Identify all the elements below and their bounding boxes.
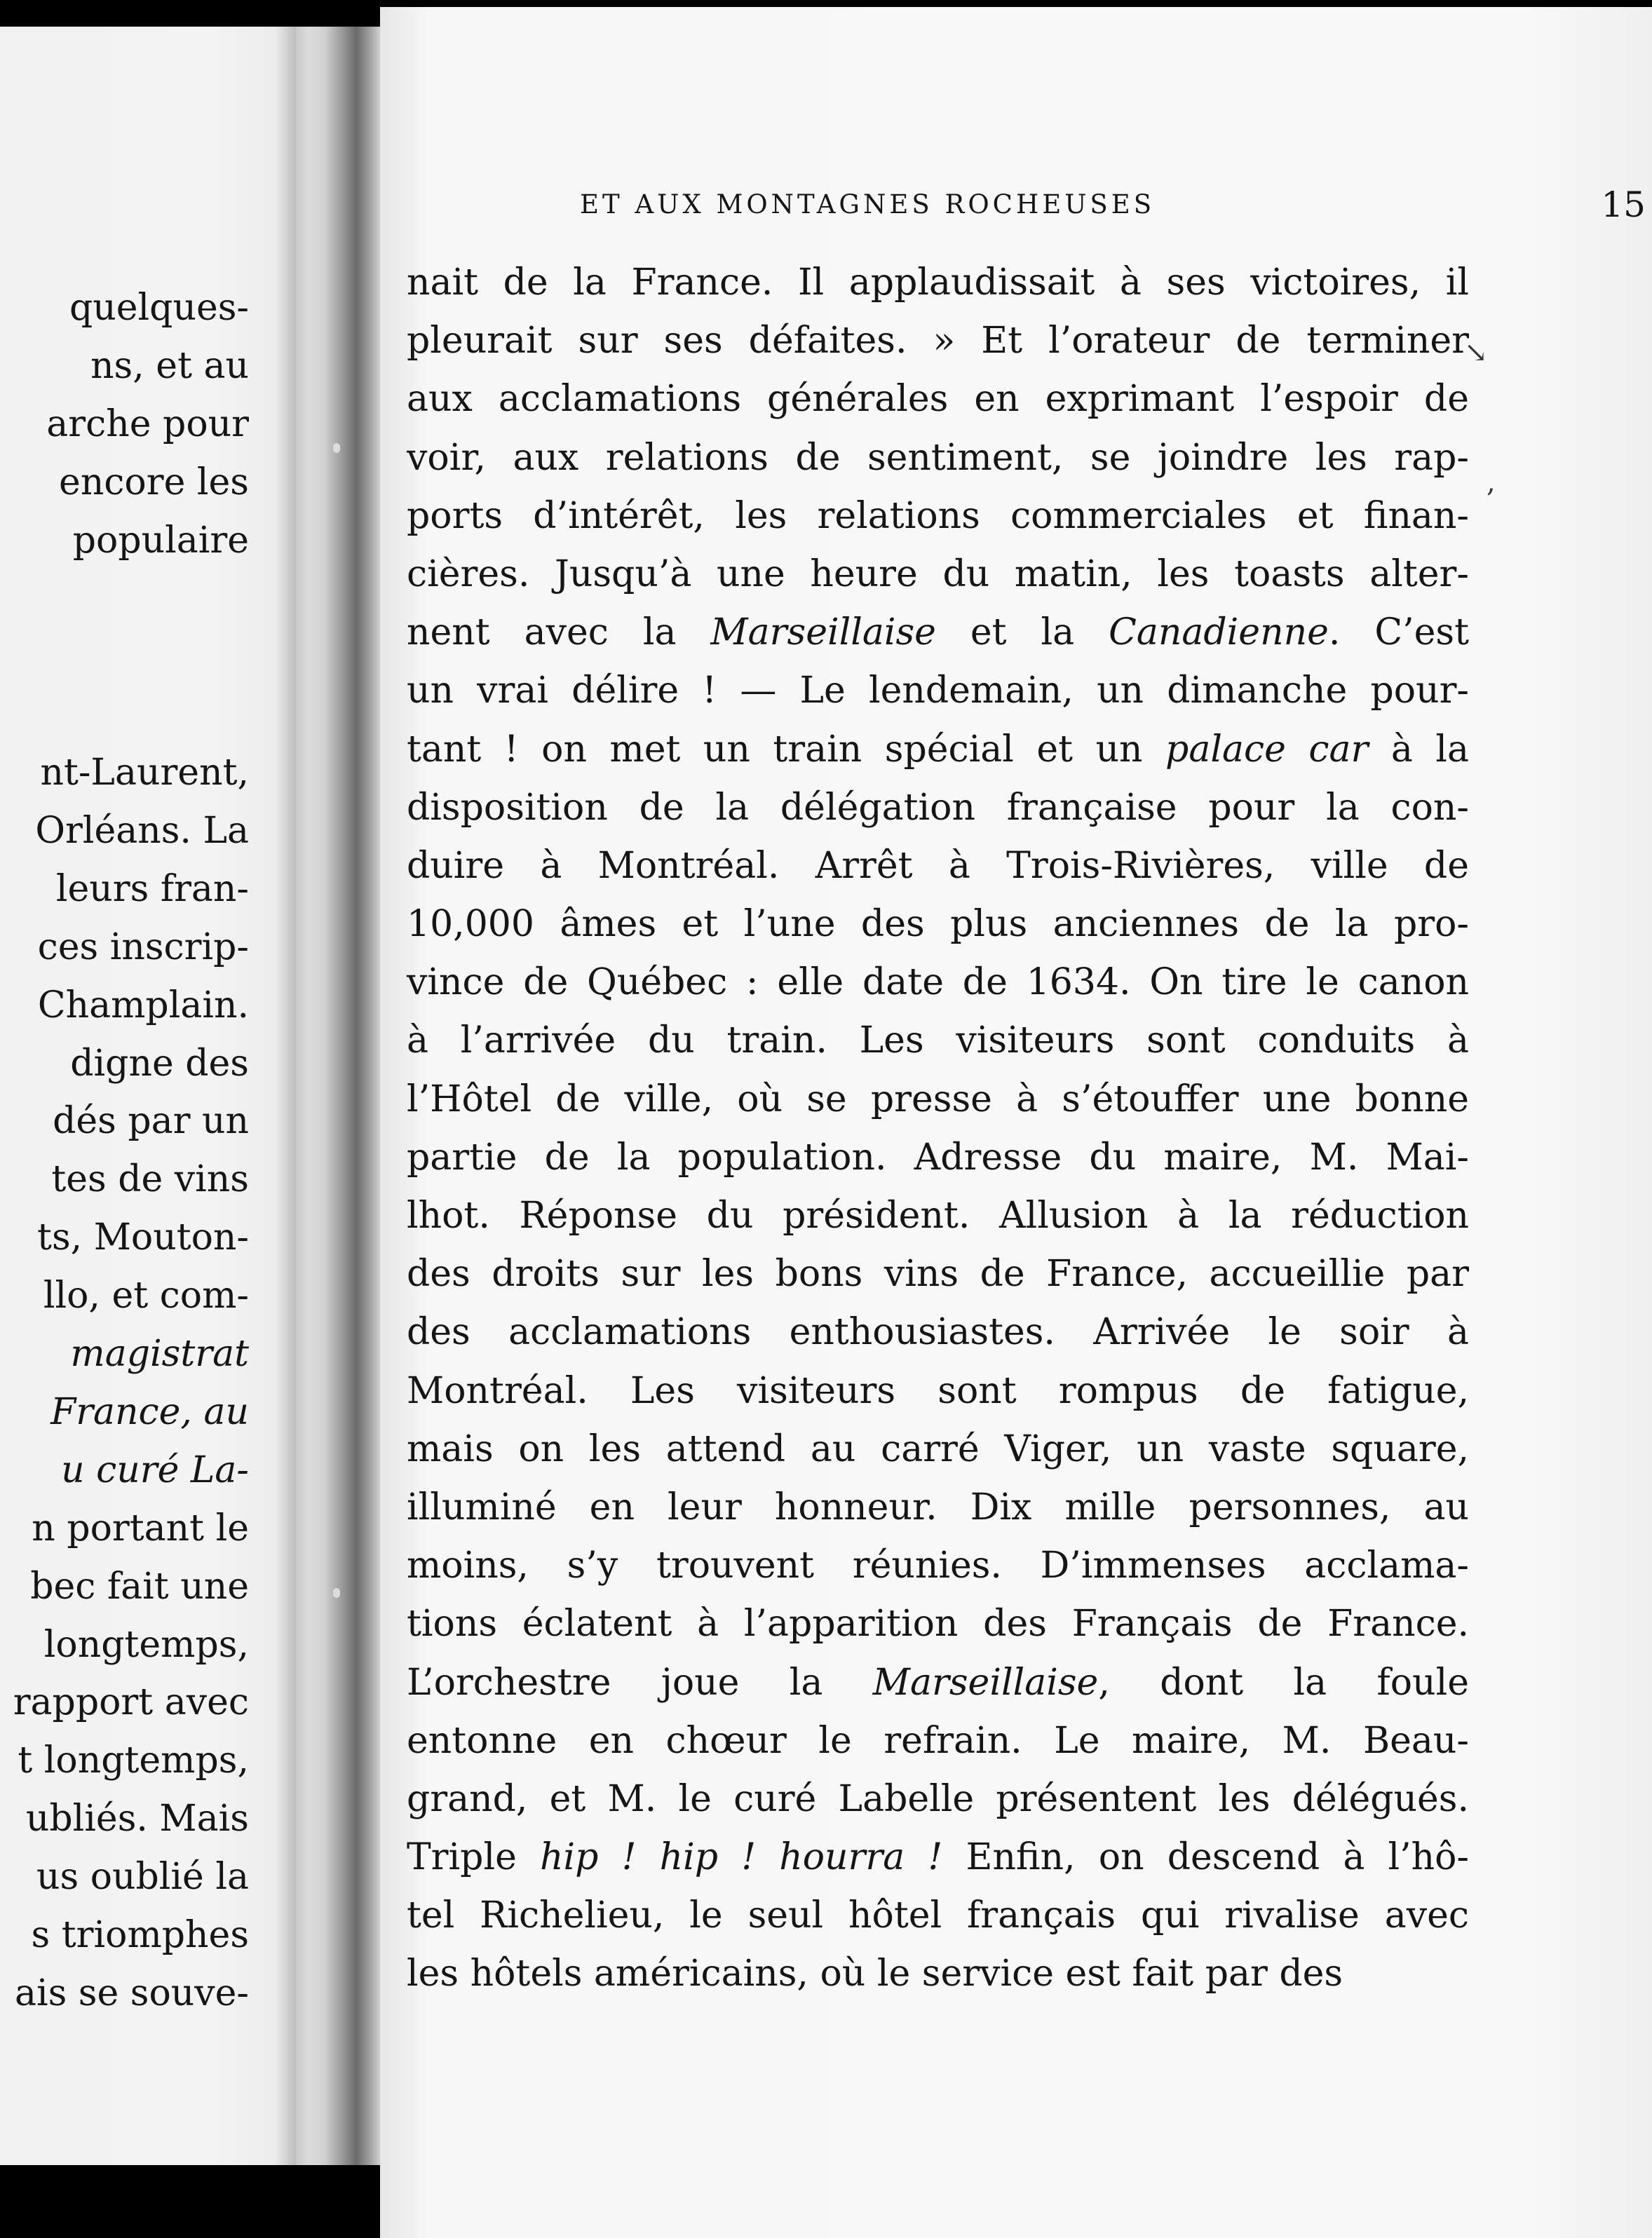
text-segment: Enfin, on descend à l’hô- bbox=[942, 1836, 1470, 1879]
body-text bbox=[407, 254, 1469, 2004]
text-line bbox=[407, 1829, 1469, 1887]
text-line bbox=[407, 954, 1469, 1012]
left-page-line: France, au bbox=[50, 1390, 249, 1433]
left-page-line: dés par un bbox=[53, 1100, 249, 1143]
text-line bbox=[407, 1420, 1469, 1479]
text-segment: et la bbox=[935, 611, 1109, 654]
text-line bbox=[407, 1245, 1469, 1303]
left-page-line: u curé La- bbox=[61, 1449, 249, 1491]
text-line bbox=[407, 1654, 1469, 1712]
text-line bbox=[407, 779, 1469, 837]
text-segment: Montréal. Les visiteurs sont rompus de fatigue, bbox=[407, 1369, 1469, 1412]
text-line bbox=[407, 1945, 1469, 2003]
left-page-line: ns, et au bbox=[90, 344, 249, 387]
left-page-line: tes de vins bbox=[51, 1158, 249, 1201]
left-page-line: us oublié la bbox=[36, 1856, 249, 1899]
text-segment: pleurait sur ses défaites. » Et l’orateur de terminer bbox=[407, 320, 1469, 362]
left-page-line: bec fait une bbox=[30, 1565, 249, 1608]
left-page-line: ubliés. Mais bbox=[25, 1798, 249, 1840]
text-segment: vince de Québec : elle date de 1634. On tire le canon bbox=[407, 961, 1469, 1004]
text-line bbox=[407, 254, 1469, 312]
book-spine bbox=[296, 27, 380, 2165]
right-page bbox=[380, 7, 1652, 2238]
page-number: 15 bbox=[1601, 184, 1646, 225]
text-segment: , dont la foule bbox=[1098, 1661, 1469, 1704]
italic-segment: hip ! hip ! hourra ! bbox=[540, 1836, 943, 1879]
left-page-text bbox=[0, 279, 249, 2023]
spine-speck bbox=[333, 443, 340, 453]
text-segment: entonne en chœur le refrain. Le maire, M. Beau- bbox=[407, 1719, 1469, 1762]
text-segment: un vrai délire ! — Le lendemain, un dimanche pour- bbox=[407, 670, 1469, 712]
text-segment: des droits sur les bons vins de France, accueillie par bbox=[407, 1253, 1469, 1296]
text-segment: partie de la population. Adresse du maire, M. Mai- bbox=[407, 1136, 1469, 1179]
running-head: ET AUX MONTAGNES ROCHEUSES bbox=[580, 189, 1156, 219]
text-line bbox=[407, 545, 1469, 604]
text-line bbox=[407, 1770, 1469, 1829]
italic-segment: palace car bbox=[1165, 728, 1369, 771]
text-segment: grand, et M. le curé Labelle présentent les délégués. bbox=[407, 1777, 1469, 1820]
left-page-line: encore les bbox=[59, 461, 249, 503]
text-line bbox=[407, 1479, 1469, 1537]
text-segment: tions éclatent à l’apparition des Français de France. bbox=[407, 1603, 1469, 1646]
text-segment: mais on les attend au carré Viger, un vaste square, bbox=[407, 1427, 1469, 1470]
text-line bbox=[407, 604, 1469, 662]
text-segment: les hôtels américains, où le service est fait par des bbox=[407, 1953, 1343, 1995]
text-line bbox=[407, 370, 1469, 428]
text-line bbox=[407, 837, 1469, 895]
text-segment: duire à Montréal. Arrêt à Trois-Rivières, ville de bbox=[407, 844, 1469, 887]
margin-mark: ↘ bbox=[1464, 337, 1488, 369]
text-line bbox=[407, 1303, 1469, 1362]
text-segment: 10,000 âmes et l’une des plus anciennes de la pro- bbox=[407, 903, 1469, 946]
text-segment: L’orchestre joue la bbox=[407, 1661, 873, 1704]
left-page-line: populaire bbox=[72, 519, 249, 562]
text-line bbox=[407, 1362, 1469, 1420]
text-segment: l’Hôtel de ville, où se presse à s’étouffer une bonne bbox=[407, 1078, 1469, 1120]
left-page-line: quelques- bbox=[69, 287, 249, 329]
italic-segment: Marseillaise bbox=[872, 1661, 1099, 1704]
text-line bbox=[407, 487, 1469, 545]
text-segment: ports d’intérêt, les relations commerciales et finan- bbox=[407, 494, 1469, 537]
text-segment: illuminé en leur honneur. Dix mille personnes, au bbox=[407, 1486, 1469, 1528]
left-page-line: rapport avec bbox=[13, 1681, 249, 1724]
spine-speck bbox=[333, 1588, 340, 1598]
text-line bbox=[407, 1071, 1469, 1129]
text-line bbox=[407, 1012, 1469, 1070]
text-line bbox=[407, 662, 1469, 720]
left-page bbox=[0, 27, 296, 2165]
text-segment: . C’est bbox=[1328, 611, 1469, 654]
left-page-line: Champlain. bbox=[37, 984, 249, 1026]
left-page-line: digne des bbox=[70, 1042, 249, 1085]
text-line bbox=[407, 1887, 1469, 1945]
text-segment: cières. Jusqu’à une heure du matin, les toasts alter- bbox=[407, 552, 1469, 595]
text-segment: des acclamations enthousiastes. Arrivée le soir à bbox=[407, 1311, 1469, 1354]
text-segment: à l’arrivée du train. Les visiteurs sont conduits à bbox=[407, 1019, 1469, 1062]
text-segment: à la bbox=[1368, 728, 1469, 771]
left-page-line: leurs fran- bbox=[55, 867, 249, 910]
left-page-line: Orléans. La bbox=[35, 810, 249, 853]
left-page-line: ais se souve- bbox=[14, 1972, 249, 2014]
text-line bbox=[407, 1595, 1469, 1653]
left-page-line: magistrat bbox=[70, 1333, 249, 1376]
left-page-line: t longtemps, bbox=[18, 1739, 249, 1782]
text-segment: Triple bbox=[407, 1836, 541, 1879]
left-page-line: longtemps, bbox=[43, 1623, 249, 1666]
text-line bbox=[407, 1187, 1469, 1245]
text-line bbox=[407, 1129, 1469, 1187]
margin-mark: , bbox=[1487, 466, 1496, 499]
left-page-line: s triomphes bbox=[31, 1913, 249, 1956]
text-segment: aux acclamations générales en exprimant l’espoir de bbox=[407, 378, 1469, 421]
text-segment: tel Richelieu, le seul hôtel français qui rivalise avec bbox=[407, 1894, 1469, 1937]
left-page-line bbox=[0, 569, 249, 744]
left-page-line: arche pour bbox=[46, 402, 249, 445]
text-line bbox=[407, 895, 1469, 954]
page-header bbox=[580, 184, 1646, 226]
italic-segment: Canadienne bbox=[1109, 611, 1329, 654]
italic-segment: Marseillaise bbox=[710, 611, 936, 654]
text-segment: disposition de la délégation française pour la con- bbox=[407, 786, 1469, 829]
text-segment: lhot. Réponse du président. Allusion à la réduction bbox=[407, 1195, 1469, 1237]
text-line bbox=[407, 1712, 1469, 1770]
text-segment: voir, aux relations de sentiment, se joindre les rap- bbox=[407, 436, 1469, 479]
left-page-line: nt-Laurent, bbox=[40, 752, 249, 794]
left-page-line: n portant le bbox=[32, 1507, 249, 1549]
text-segment: nait de la France. Il applaudissait à ses victoires, il bbox=[407, 262, 1469, 304]
left-page-line: llo, et com- bbox=[43, 1275, 249, 1317]
text-line bbox=[407, 429, 1469, 487]
text-segment: tant ! on met un train spécial et un bbox=[407, 728, 1166, 771]
text-line bbox=[407, 312, 1469, 370]
left-page-line: ces inscrip- bbox=[37, 925, 249, 968]
text-segment: moins, s’y trouvent réunies. D’immenses acclama- bbox=[407, 1545, 1469, 1587]
left-page-line: ts, Mouton- bbox=[37, 1216, 249, 1259]
text-line bbox=[407, 721, 1469, 779]
text-line bbox=[407, 1537, 1469, 1595]
text-segment: nent avec la bbox=[407, 611, 711, 654]
